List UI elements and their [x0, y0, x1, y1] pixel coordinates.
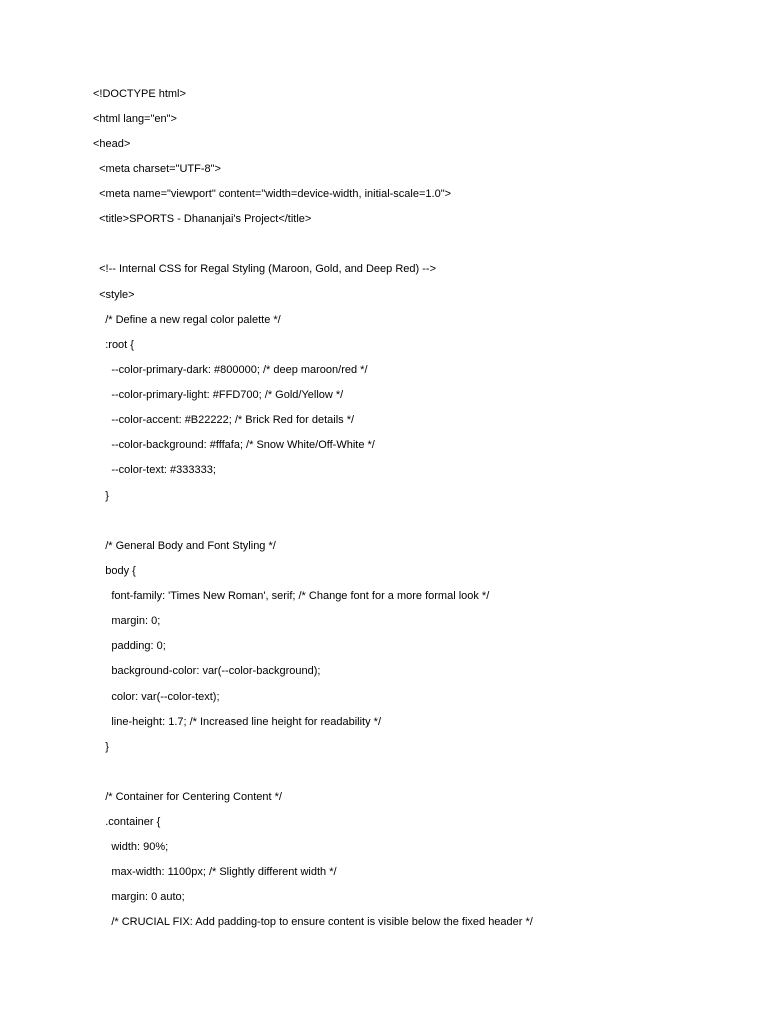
code-line: /* Container for Centering Content */	[93, 791, 282, 803]
code-line: <meta name="viewport" content="width=device-width, initial-scale=1.0">	[93, 188, 452, 200]
code-line: <style>	[93, 289, 135, 301]
code-line: <title>SPORTS - Dhananjai's Project</title>	[93, 213, 312, 225]
code-line: /* General Body and Font Styling */	[93, 540, 276, 552]
code-line: max-width: 1100px; /* Slightly different width */	[93, 866, 337, 878]
code-line: background-color: var(--color-background);	[93, 665, 321, 677]
code-line: line-height: 1.7; /* Increased line height for readability */	[93, 716, 381, 728]
code-line: <head>	[93, 138, 131, 150]
code-line: --color-accent: #B22222; /* Brick Red for details */	[93, 414, 355, 426]
code-line: body {	[93, 565, 136, 577]
code-line: }	[93, 741, 109, 753]
code-line: width: 90%;	[93, 841, 169, 853]
code-line: font-family: 'Times New Roman', serif; /* Change font for a more formal look */	[93, 590, 490, 602]
code-line: --color-background: #fffafa; /* Snow White/Off-White */	[93, 439, 375, 451]
code-line: --color-primary-light: #FFD700; /* Gold/Yellow */	[93, 389, 344, 401]
code-line: --color-primary-dark: #800000; /* deep maroon/red */	[93, 364, 368, 376]
code-line: }	[93, 490, 109, 502]
code-line: margin: 0 auto;	[93, 891, 185, 903]
code-line: <html lang="en">	[93, 113, 177, 125]
code-line: margin: 0;	[93, 615, 161, 627]
code-line: <!-- Internal CSS for Regal Styling (Maroon, Gold, and Deep Red) -->	[93, 263, 436, 275]
code-line: .container {	[93, 816, 161, 828]
code-line: --color-text: #333333;	[93, 464, 216, 476]
code-line: <!DOCTYPE html>	[93, 88, 186, 100]
code-line: <meta charset="UTF-8">	[93, 163, 221, 175]
code-line: padding: 0;	[93, 640, 166, 652]
code-line: /* CRUCIAL FIX: Add padding-top to ensure content is visible below the fixed header */	[93, 916, 533, 928]
code-line: /* Define a new regal color palette */	[93, 314, 281, 326]
code-line: color: var(--color-text);	[93, 691, 220, 703]
code-line: :root {	[93, 339, 134, 351]
